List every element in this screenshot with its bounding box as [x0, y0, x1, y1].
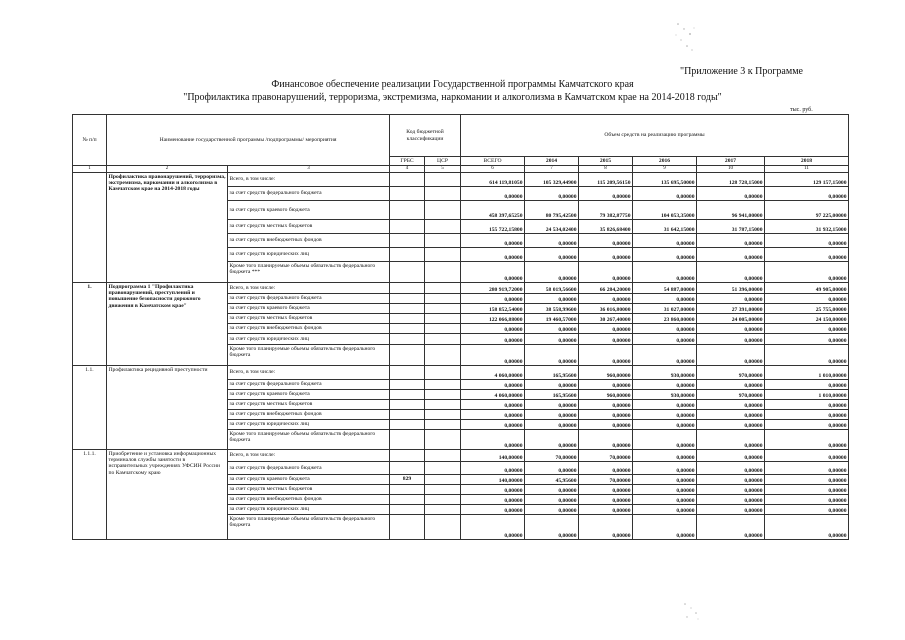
year-value: 54 887,00000 — [633, 283, 697, 294]
item-number: 1.1. — [73, 366, 107, 450]
total-value: 0,00000 — [461, 430, 525, 450]
funding-source-label: за счет средств внебюджетных фондов — [228, 324, 390, 334]
year-value: 0,00000 — [765, 475, 849, 485]
year-value: 0,00000 — [579, 462, 633, 475]
grbs-code — [390, 410, 425, 420]
year-value: 0,00000 — [765, 294, 849, 304]
funding-source-label: Всего, в том числе: — [228, 450, 390, 462]
year-value: 0,00000 — [525, 495, 579, 505]
year-value: 0,00000 — [579, 515, 633, 540]
year-value: 0,00000 — [633, 262, 697, 283]
year-value: 0,00000 — [633, 495, 697, 505]
funding-source-label: за счет средств юридических лиц — [228, 505, 390, 515]
funding-source-label: за счет средств внебюджетных фондов — [228, 495, 390, 505]
year-value: 0,00000 — [579, 410, 633, 420]
funding-source-label: за счет средств местных бюджетов — [228, 314, 390, 324]
year-value: 0,00000 — [765, 450, 849, 462]
year-value: 135 695,50000 — [633, 173, 697, 187]
year-value: 31 027,00000 — [633, 304, 697, 314]
csr-code — [425, 187, 461, 201]
year-value: 0,00000 — [697, 294, 765, 304]
total-value: 0,00000 — [461, 380, 525, 390]
total-value: 0,00000 — [461, 410, 525, 420]
year-value: 0,00000 — [525, 410, 579, 420]
col-number: 1 — [73, 166, 107, 173]
csr-code — [425, 420, 461, 430]
csr-code — [425, 390, 461, 400]
year-value: 0,00000 — [765, 334, 849, 345]
col-number: 4 — [390, 166, 425, 173]
year-value: 0,00000 — [633, 248, 697, 262]
csr-code — [425, 304, 461, 314]
appendix-label: "Приложение 3 к Программе — [680, 66, 803, 77]
funding-source-label: за счет средств юридических лиц — [228, 420, 390, 430]
year-value: 0,00000 — [697, 334, 765, 345]
grbs-code — [390, 314, 425, 324]
year-value: 0,00000 — [697, 462, 765, 475]
header-num: № п/п — [73, 115, 107, 166]
year-value: 23 860,00000 — [633, 314, 697, 324]
table-row — [73, 283, 849, 294]
year-value: 0,00000 — [697, 515, 765, 540]
total-value: 0,00000 — [461, 324, 525, 334]
year-value: 0,00000 — [579, 400, 633, 410]
funding-source-label: Всего, в том числе: — [228, 283, 390, 294]
year-value: 0,00000 — [525, 324, 579, 334]
year-value: 0,00000 — [525, 345, 579, 366]
year-value: 0,00000 — [765, 420, 849, 430]
year-value: 96 941,00000 — [697, 201, 765, 220]
csr-code — [425, 248, 461, 262]
year-value: 0,00000 — [525, 515, 579, 540]
year-value: 0,00000 — [633, 345, 697, 366]
document-title: Финансовое обеспечение реализации Государственной программы Камчатского края — [271, 79, 634, 90]
year-value: 0,00000 — [765, 410, 849, 420]
year-value: 19 460,57000 — [525, 314, 579, 324]
item-name: Подпрограмма 1 "Профилактика правонарушений, преступлений и повышение безопасности дорожного движения в Камчатском крае" — [107, 283, 228, 366]
year-value: 0,00000 — [525, 462, 579, 475]
header-2016: 2016 — [633, 157, 697, 166]
total-value: 158 852,54000 — [461, 304, 525, 314]
funding-source-label: за счет средств юридических лиц — [228, 248, 390, 262]
grbs-code — [390, 248, 425, 262]
year-value: 0,00000 — [525, 334, 579, 345]
year-value: 0,00000 — [525, 294, 579, 304]
year-value: 70,00000 — [579, 475, 633, 485]
header-2017: 2017 — [697, 157, 765, 166]
grbs-code — [390, 462, 425, 475]
year-value: 0,00000 — [579, 324, 633, 334]
year-value: 0,00000 — [525, 420, 579, 430]
total-value: 122 066,88000 — [461, 314, 525, 324]
year-value: 104 053,35000 — [633, 201, 697, 220]
funding-source-label: за счет средств федерального бюджета — [228, 462, 390, 475]
total-value: 0,00000 — [461, 462, 525, 475]
grbs-code — [390, 187, 425, 201]
grbs-code — [390, 262, 425, 283]
year-value: 0,00000 — [633, 187, 697, 201]
year-value: 24 005,00000 — [697, 314, 765, 324]
funding-source-label: за счет средств местных бюджетов — [228, 485, 390, 495]
total-value: 4 060,00000 — [461, 366, 525, 380]
total-value: 155 722,15800 — [461, 220, 525, 234]
year-value: 25 755,00000 — [765, 304, 849, 314]
funding-source-label: за счет средств краевого бюджета — [228, 201, 390, 220]
year-value: 0,00000 — [633, 324, 697, 334]
year-value: 0,00000 — [697, 495, 765, 505]
header-name: Наименование государственной программы /подпрограммы/ мероприятия — [107, 115, 390, 166]
year-value: 0,00000 — [633, 294, 697, 304]
year-value: 0,00000 — [633, 400, 697, 410]
year-value: 0,00000 — [765, 248, 849, 262]
year-value: 0,00000 — [633, 515, 697, 540]
total-value: 0,00000 — [461, 505, 525, 515]
csr-code — [425, 515, 461, 540]
funding-source-label: Кроме того планируемые объемы обязательств федерального бюджета — [228, 345, 390, 366]
year-value: 97 225,00000 — [765, 201, 849, 220]
item-number: 1. — [73, 283, 107, 366]
year-value: 0,00000 — [697, 234, 765, 248]
year-value: 129 157,15000 — [765, 173, 849, 187]
csr-code — [425, 400, 461, 410]
year-value: 0,00000 — [765, 515, 849, 540]
total-value: 0,00000 — [461, 234, 525, 248]
year-value: 0,00000 — [525, 505, 579, 515]
year-value: 70,00000 — [579, 450, 633, 462]
col-number: 6 — [461, 166, 525, 173]
col-number: 5 — [425, 166, 461, 173]
csr-code — [425, 485, 461, 495]
grbs-code — [390, 420, 425, 430]
year-value: 0,00000 — [765, 324, 849, 334]
csr-code — [425, 410, 461, 420]
funding-source-label: Всего, в том числе: — [228, 366, 390, 380]
year-value: 0,00000 — [697, 400, 765, 410]
year-value: 0,00000 — [579, 262, 633, 283]
year-value: 0,00000 — [765, 187, 849, 201]
year-value: 0,00000 — [633, 334, 697, 345]
item-name: Приобретение и установка информационных терминалов службы занятости в исправительных учреждениях УФСИН России по Камчатскому краю — [107, 450, 228, 540]
total-value: 280 919,72000 — [461, 283, 525, 294]
funding-source-label: за счет средств федерального бюджета — [228, 294, 390, 304]
year-value: 0,00000 — [765, 262, 849, 283]
year-value: 0,00000 — [579, 234, 633, 248]
funding-source-label: за счет средств федерального бюджета — [228, 380, 390, 390]
grbs-code — [390, 334, 425, 345]
csr-code — [425, 366, 461, 380]
csr-code — [425, 283, 461, 294]
year-value: 165,95600 — [525, 366, 579, 380]
year-value: 0,00000 — [765, 505, 849, 515]
year-value: 128 728,15000 — [697, 173, 765, 187]
year-value: 0,00000 — [697, 430, 765, 450]
year-value: 79 382,87750 — [579, 201, 633, 220]
funding-table — [72, 114, 849, 540]
item-name: Профилактика рецидивной преступности — [107, 366, 228, 450]
table-row — [73, 366, 849, 380]
year-value: 0,00000 — [697, 485, 765, 495]
year-value: 31 642,15000 — [633, 220, 697, 234]
csr-code — [425, 505, 461, 515]
csr-code — [425, 345, 461, 366]
grbs-code — [390, 485, 425, 495]
total-value: 4 060,00000 — [461, 390, 525, 400]
year-value: 27 391,00000 — [697, 304, 765, 314]
csr-code — [425, 173, 461, 187]
year-value: 0,00000 — [579, 505, 633, 515]
csr-code — [425, 234, 461, 248]
total-value: 0,00000 — [461, 334, 525, 345]
year-value: 0,00000 — [765, 234, 849, 248]
col-number: 7 — [525, 166, 579, 173]
grbs-code — [390, 366, 425, 380]
grbs-code — [390, 505, 425, 515]
year-value: 1 010,00000 — [765, 390, 849, 400]
year-value: 0,00000 — [579, 430, 633, 450]
year-value: 0,00000 — [579, 420, 633, 430]
year-value: 70,00000 — [525, 450, 579, 462]
funding-source-label: за счет средств краевого бюджета — [228, 390, 390, 400]
year-value: 930,00000 — [633, 390, 697, 400]
item-name: Профилактика правонарушений, терроризма, экстремизма, наркомании и алкоголизма в Камчатском крае на 2014-2018 годы — [107, 173, 228, 283]
funding-source-label: за счет средств внебюджетных фондов — [228, 410, 390, 420]
year-value: 51 396,00000 — [697, 283, 765, 294]
year-value: 0,00000 — [633, 234, 697, 248]
header-2018: 2018 — [765, 157, 849, 166]
year-value: 0,00000 — [697, 248, 765, 262]
col-number: 10 — [697, 166, 765, 173]
year-value: 0,00000 — [697, 505, 765, 515]
grbs-code — [390, 283, 425, 294]
year-value: 0,00000 — [633, 420, 697, 430]
header-csr: ЦСР — [425, 157, 461, 166]
funding-source-label: за счет средств краевого бюджета — [228, 304, 390, 314]
year-value: 0,00000 — [765, 462, 849, 475]
year-value: 24 534,02400 — [525, 220, 579, 234]
year-value: 0,00000 — [633, 380, 697, 390]
year-value: 165,95600 — [525, 390, 579, 400]
csr-code — [425, 475, 461, 485]
funding-source-label: Всего, в том числе: — [228, 173, 390, 187]
year-value: 0,00000 — [697, 324, 765, 334]
year-value: 0,00000 — [633, 462, 697, 475]
csr-code — [425, 430, 461, 450]
csr-code — [425, 220, 461, 234]
year-value: 0,00000 — [765, 495, 849, 505]
year-value: 0,00000 — [579, 334, 633, 345]
year-value: 0,00000 — [633, 450, 697, 462]
total-value: 140,00000 — [461, 475, 525, 485]
funding-source-label: за счет средств местных бюджетов — [228, 400, 390, 410]
year-value: 0,00000 — [525, 187, 579, 201]
header-2014: 2014 — [525, 157, 579, 166]
year-value: 0,00000 — [579, 345, 633, 366]
year-value: 0,00000 — [765, 400, 849, 410]
scan-noise-mark — [672, 20, 696, 54]
grbs-code — [390, 495, 425, 505]
year-value: 0,00000 — [697, 410, 765, 420]
total-value: 0,00000 — [461, 495, 525, 505]
year-value: 0,00000 — [525, 234, 579, 248]
year-value: 0,00000 — [697, 420, 765, 430]
total-value: 458 397,65250 — [461, 201, 525, 220]
year-value: 0,00000 — [697, 450, 765, 462]
year-value: 970,00000 — [697, 366, 765, 380]
header-2015: 2015 — [579, 157, 633, 166]
csr-code — [425, 462, 461, 475]
year-value: 0,00000 — [697, 475, 765, 485]
total-value: 0,00000 — [461, 485, 525, 495]
grbs-code — [390, 390, 425, 400]
year-value: 0,00000 — [525, 430, 579, 450]
header-funds: Объем средств на реализацию программы — [461, 115, 849, 157]
year-value: 30 267,40000 — [579, 314, 633, 324]
total-value: 0,00000 — [461, 262, 525, 283]
year-value: 0,00000 — [579, 485, 633, 495]
year-value: 930,00000 — [633, 366, 697, 380]
year-value: 0,00000 — [765, 485, 849, 495]
year-value: 0,00000 — [765, 345, 849, 366]
year-value: 0,00000 — [633, 410, 697, 420]
total-value: 0,00000 — [461, 294, 525, 304]
funding-source-label: за счет средств внебюджетных фондов — [228, 234, 390, 248]
year-value: 58 019,56600 — [525, 283, 579, 294]
year-value: 49 905,00000 — [765, 283, 849, 294]
funding-source-label: Кроме того планируемые объемы обязательств федерального бюджета — [228, 430, 390, 450]
funding-source-label: за счет средств федерального бюджета — [228, 187, 390, 201]
grbs-code — [390, 294, 425, 304]
year-value: 45,95600 — [525, 475, 579, 485]
year-value: 36 016,80000 — [579, 304, 633, 314]
year-value: 0,00000 — [525, 485, 579, 495]
year-value: 0,00000 — [579, 187, 633, 201]
year-value: 960,00000 — [579, 390, 633, 400]
funding-source-label: за счет средств юридических лиц — [228, 334, 390, 345]
funding-source-label: Кроме того планируемые объемы обязательств федерального бюджета *** — [228, 262, 390, 283]
year-value: 970,00000 — [697, 390, 765, 400]
unit-label: тыс. руб. — [790, 107, 813, 113]
funding-source-label: за счет средств краевого бюджета — [228, 475, 390, 485]
total-value: 140,00000 — [461, 450, 525, 462]
program-title: "Профилактика правонарушений, терроризма, экстремизма, наркомании и алкоголизма в Камчатском крае на 2014-2018 годы" — [183, 92, 722, 103]
total-value: 0,00000 — [461, 187, 525, 201]
csr-code — [425, 314, 461, 324]
total-value: 0,00000 — [461, 515, 525, 540]
total-value: 0,00000 — [461, 248, 525, 262]
funding-source-label: за счет средств местных бюджетов — [228, 220, 390, 234]
year-value: 24 150,00000 — [765, 314, 849, 324]
col-number: 9 — [633, 166, 697, 173]
year-value: 0,00000 — [633, 485, 697, 495]
grbs-code — [390, 400, 425, 410]
year-value: 0,00000 — [697, 187, 765, 201]
year-value: 0,00000 — [579, 248, 633, 262]
year-value: 0,00000 — [579, 294, 633, 304]
year-value: 0,00000 — [633, 475, 697, 485]
year-value: 105 329,44900 — [525, 173, 579, 187]
col-number: 3 — [228, 166, 390, 173]
grbs-code — [390, 324, 425, 334]
header-code: Код бюджетной классификации — [390, 115, 461, 157]
grbs-code — [390, 304, 425, 314]
total-value: 614 119,81050 — [461, 173, 525, 187]
total-value: 0,00000 — [461, 420, 525, 430]
grbs-code — [390, 173, 425, 187]
column-numbers-row — [73, 166, 849, 173]
year-value: 66 284,20000 — [579, 283, 633, 294]
grbs-code — [390, 430, 425, 450]
csr-code — [425, 324, 461, 334]
year-value: 1 010,00000 — [765, 366, 849, 380]
year-value: 31 932,15000 — [765, 220, 849, 234]
year-value: 0,00000 — [579, 495, 633, 505]
year-value: 115 209,56150 — [579, 173, 633, 187]
csr-code — [425, 495, 461, 505]
csr-code — [425, 201, 461, 220]
year-value: 0,00000 — [525, 248, 579, 262]
scan-noise-mark — [680, 600, 702, 622]
table-row — [73, 450, 849, 462]
csr-code — [425, 380, 461, 390]
csr-code — [425, 450, 461, 462]
year-value: 0,00000 — [697, 262, 765, 283]
year-value: 0,00000 — [525, 262, 579, 283]
year-value: 31 787,15000 — [697, 220, 765, 234]
col-number: 11 — [765, 166, 849, 173]
year-value: 0,00000 — [633, 505, 697, 515]
header-grbs: ГРБС — [390, 157, 425, 166]
grbs-code — [390, 234, 425, 248]
year-value: 0,00000 — [765, 380, 849, 390]
table-row — [73, 173, 849, 187]
col-number: 8 — [579, 166, 633, 173]
grbs-code — [390, 345, 425, 366]
csr-code — [425, 294, 461, 304]
total-value: 0,00000 — [461, 400, 525, 410]
grbs-code — [390, 450, 425, 462]
year-value: 0,00000 — [579, 380, 633, 390]
col-number: 2 — [107, 166, 228, 173]
year-value: 960,00000 — [579, 366, 633, 380]
year-value: 38 558,99600 — [525, 304, 579, 314]
grbs-code — [390, 220, 425, 234]
year-value: 35 826,68400 — [579, 220, 633, 234]
grbs-code — [390, 380, 425, 390]
grbs-code — [390, 515, 425, 540]
year-value: 0,00000 — [525, 400, 579, 410]
csr-code — [425, 334, 461, 345]
header-row — [73, 115, 849, 157]
header-total: ВСЕГО — [461, 157, 525, 166]
year-value: 80 795,42500 — [525, 201, 579, 220]
csr-code — [425, 262, 461, 283]
year-value: 0,00000 — [697, 380, 765, 390]
total-value: 0,00000 — [461, 345, 525, 366]
funding-source-label: Кроме того планируемые объемы обязательств федерального бюджета — [228, 515, 390, 540]
year-value: 0,00000 — [525, 380, 579, 390]
grbs-code: 829 — [390, 475, 425, 485]
item-number: 1.1.1. — [73, 450, 107, 540]
year-value: 0,00000 — [697, 345, 765, 366]
grbs-code — [390, 201, 425, 220]
item-number — [73, 173, 107, 283]
year-value: 0,00000 — [633, 430, 697, 450]
year-value: 0,00000 — [765, 430, 849, 450]
